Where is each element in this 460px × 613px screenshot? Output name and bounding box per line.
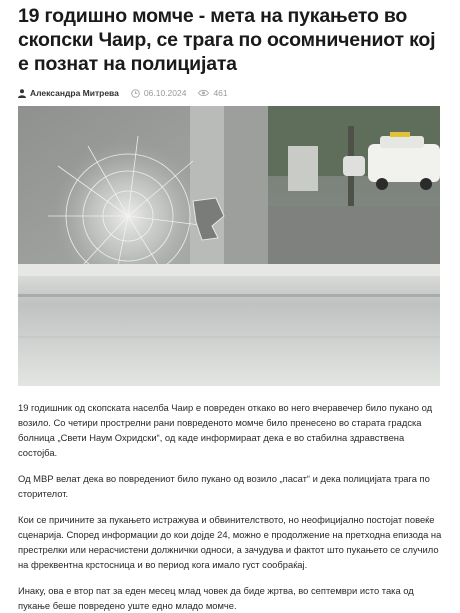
article-paragraph: Од МВР велат дека во повредениот било пукано од возило „пасат“ и дека полицијата трага по сторителот.	[18, 473, 430, 499]
view-count: 461	[213, 88, 228, 98]
article-paragraph: 19 годишник од скопската населба Чаир е повреден откако во него вчеравечер било пукано од возило. Со четири прострелни рани повреденото момче било пренесено во старата градска болница „Свети Наум Охридски“, од каде информираат дека е во стабилна здравствена состојба.	[18, 402, 433, 458]
article-photo	[18, 106, 440, 386]
user-icon	[18, 89, 26, 98]
article-body	[18, 400, 442, 613]
article-meta	[18, 86, 442, 100]
article-title: 19 годишно момче - мета на пукањето во скопски Чаир, се трага по осомничениот кој е познат на полицијата	[18, 5, 436, 75]
article-paragraph: Инаку, ова е втор пат за еден месец млад човек да биде жртва, во септември исто така од пукање беше повредено уште едно младо момче.	[18, 585, 414, 611]
publish-date: 06.10.2024	[143, 88, 187, 98]
author-name[interactable]: Александра Митрева	[30, 88, 119, 98]
clock-icon	[131, 89, 140, 98]
article-paragraph: Кои се причините за пукањето истражува и обвинителството, но неофицијално постојат повеќе сценарија. Според информации до кои дојде 24, можно е продолжение на претходна епизода на престрелки или нерасчистени должнички односи, а зачудува и фактот што пукањето се случило на фреквентна крстосница и во период кога имало густ сообраќај.	[18, 514, 442, 570]
eye-icon	[198, 89, 209, 97]
